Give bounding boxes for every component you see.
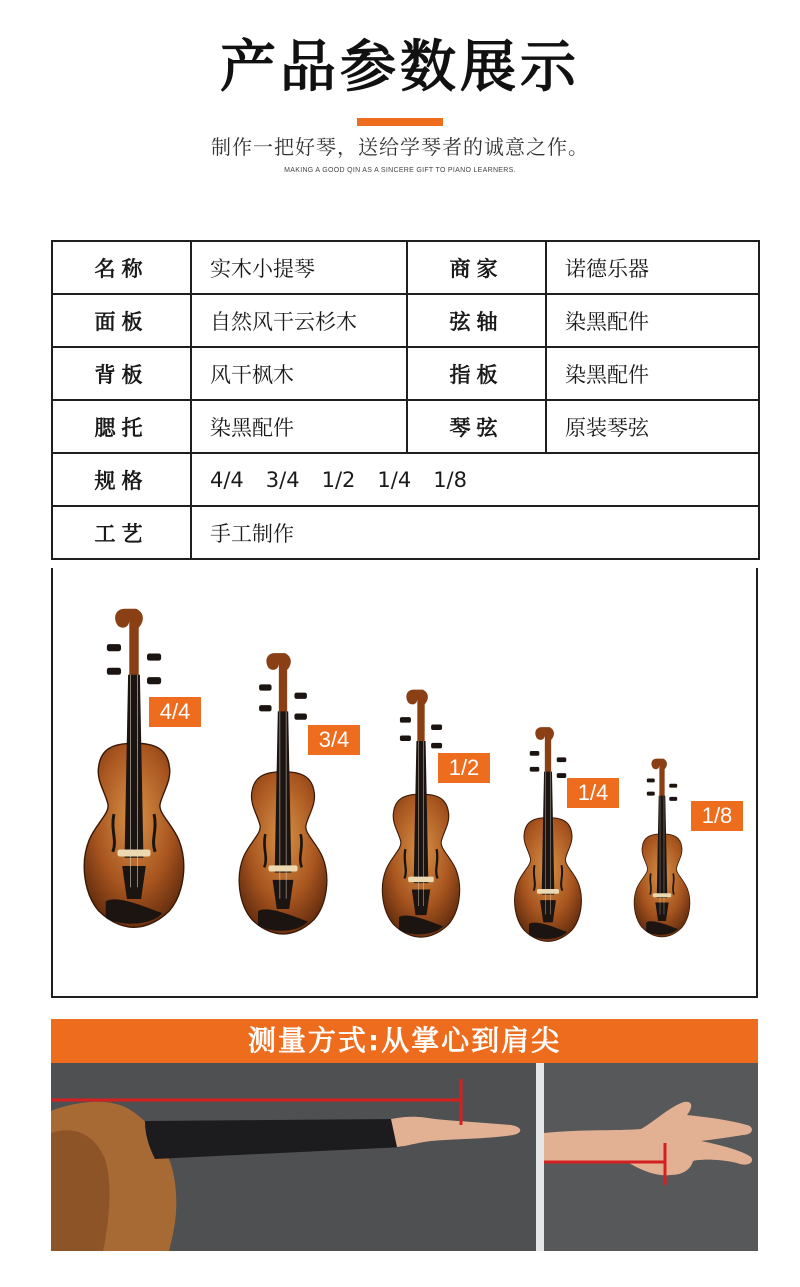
violin-sizes-photo	[51, 568, 758, 998]
violin-3-4	[239, 653, 327, 934]
size-tag-3-4: 3/4	[308, 725, 360, 755]
table-row	[52, 400, 759, 453]
spec-label: 面板	[52, 294, 191, 347]
size-tag-1-4: 1/4	[567, 778, 619, 808]
spec-value: 实木小提琴	[191, 241, 407, 294]
title-accent-bar	[357, 118, 443, 126]
subtitle: 制作一把好琴，送给学琴者的诚意之作。	[211, 135, 589, 159]
table-row	[52, 506, 759, 559]
size-option: 1/4	[377, 467, 412, 492]
arm-measure-illustration	[51, 1063, 758, 1251]
spec-value: 原装琴弦	[546, 400, 759, 453]
spec-label: 商家	[407, 241, 546, 294]
subtitle-english: MAKING A GOOD QIN AS A SINCERE GIFT TO PIANO LEARNERS.	[284, 167, 516, 174]
page-title: 产品参数展示	[220, 35, 580, 100]
spec-label: 工艺	[52, 506, 191, 559]
spec-table	[51, 240, 760, 560]
size-tag-1-8: 1/8	[691, 801, 743, 831]
measurement-photo	[51, 1063, 758, 1251]
violin-4-4	[84, 609, 184, 928]
spec-sizes	[191, 453, 759, 506]
spec-value: 染黑配件	[546, 347, 759, 400]
spec-label: 背板	[52, 347, 191, 400]
table-row	[52, 241, 759, 294]
violin-1-8	[634, 759, 690, 937]
spec-label: 弦轴	[407, 294, 546, 347]
spec-label: 琴弦	[407, 400, 546, 453]
violin-illustration	[53, 568, 756, 996]
spec-value: 手工制作	[191, 506, 759, 559]
spec-label: 名称	[52, 241, 191, 294]
table-row	[52, 347, 759, 400]
spec-label: 腮托	[52, 400, 191, 453]
violin-1-4	[515, 727, 582, 941]
spec-value: 自然风干云杉木	[191, 294, 407, 347]
size-tag-1-2: 1/2	[438, 753, 490, 783]
table-row	[52, 453, 759, 506]
violin-1-2	[382, 690, 459, 938]
size-option: 3/4	[265, 467, 300, 492]
spec-label: 规格	[52, 453, 191, 506]
spec-value: 染黑配件	[191, 400, 407, 453]
table-row	[52, 294, 759, 347]
size-tag-4-4: 4/4	[149, 697, 201, 727]
measure-title: 测量方式:从掌心到肩尖	[247, 1024, 562, 1057]
spec-value: 风干枫木	[191, 347, 407, 400]
size-option: 1/8	[433, 467, 467, 492]
spec-value: 诺德乐器	[546, 241, 759, 294]
spec-label: 指板	[407, 347, 546, 400]
spec-value: 染黑配件	[546, 294, 759, 347]
size-option: 1/2	[321, 467, 356, 492]
size-option: 4/4	[210, 467, 244, 492]
